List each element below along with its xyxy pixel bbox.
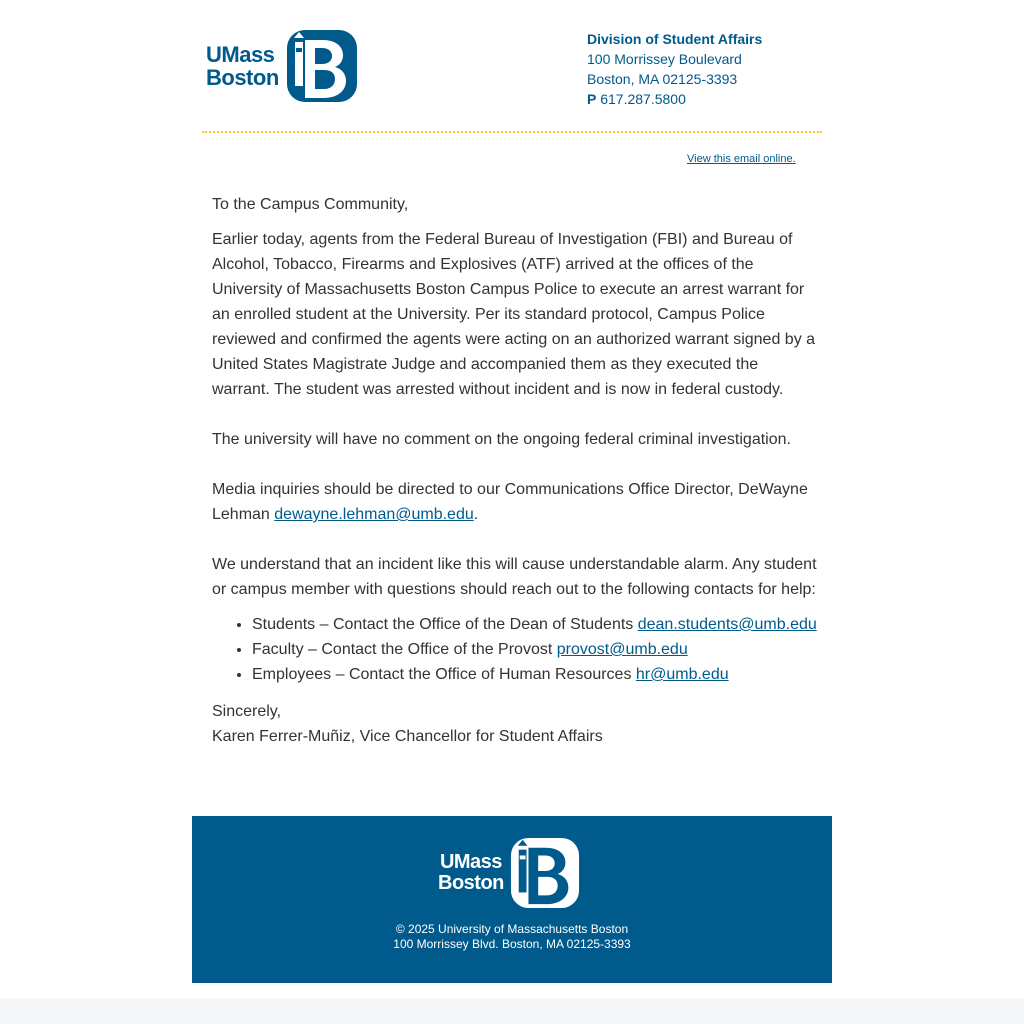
footer-logo-line1: UMass xyxy=(439,851,502,873)
header-divider xyxy=(202,131,822,133)
closing: Sincerely, xyxy=(212,703,282,720)
media-end: . xyxy=(473,506,479,523)
contact-email-link[interactable]: provost@umb.edu xyxy=(556,641,688,658)
city-address: Boston, MA 02125-3393 xyxy=(587,71,738,87)
contacts-list xyxy=(252,612,818,687)
phone-number: 617.287.5800 xyxy=(600,91,686,107)
contact-email-link[interactable]: dean.students@umb.edu xyxy=(637,616,817,633)
contact-email-link[interactable]: hr@umb.edu xyxy=(635,666,729,683)
paragraph-help: We understand that an incident like this will cause understandable alarm. Any student or campus member with questions should reach out to the following contacts for help: xyxy=(212,556,817,598)
phone-line xyxy=(587,89,762,109)
list-item xyxy=(252,637,818,662)
umass-boston-logo[interactable] xyxy=(206,28,359,104)
paragraph-media xyxy=(212,477,818,527)
email-footer xyxy=(192,816,832,983)
footer-address: 100 Morrissey Blvd. Boston, MA 02125-3393 xyxy=(393,937,631,951)
media-email-link[interactable]: dewayne.lehman@umb.edu xyxy=(274,506,474,523)
division-address-block xyxy=(587,29,762,109)
list-item xyxy=(252,662,818,687)
phone-label: P xyxy=(587,91,597,107)
copyright-text: © 2025 University of Massachusetts Boston xyxy=(395,922,629,936)
contact-text: Faculty – Contact the Office of the Provost xyxy=(252,641,557,658)
division-name: Division of Student Affairs xyxy=(587,31,763,47)
signature: Karen Ferrer-Muñiz, Vice Chancellor for Student Affairs xyxy=(212,728,603,745)
footer-logo-wordmark xyxy=(438,852,504,894)
lighthouse-b-icon xyxy=(509,836,581,910)
logo-line2: Boston xyxy=(206,65,279,90)
contact-text: Employees – Contact the Office of Human Resources xyxy=(252,666,636,683)
view-online-link[interactable]: View this email online. xyxy=(687,153,796,165)
greeting: To the Campus Community, xyxy=(212,196,409,213)
contact-text: Students – Contact the Office of the Dean of Students xyxy=(252,616,638,633)
list-item xyxy=(252,612,818,637)
email-body xyxy=(212,192,818,749)
media-text: Media inquiries should be directed to our Communications Office Director, DeWayne Lehman xyxy=(212,481,808,523)
paragraph-no-comment: The university will have no comment on the ongoing federal criminal investigation. xyxy=(212,431,791,448)
footer-logo-line2: Boston xyxy=(438,872,504,894)
paragraph-arrest: Earlier today, agents from the Federal Bureau of Investigation (FBI) and Bureau of Alcohol, Tobacco, Firearms and Explosives (ATF) arrived at the offices of the University of Massachusetts Boston Campus Police to execute an arrest warrant for an enrolled student at the University. Per its standard protocol, Campus Police reviewed and confirmed the agents were acting on an authorized warrant signed by a United States Magistrate Judge and accompanied them as they executed the warrant. The student was arrested without incident and is now in federal custody. xyxy=(212,231,816,398)
page-bottom-band xyxy=(0,998,1024,1024)
logo-line1: UMass xyxy=(206,41,275,67)
logo-wordmark xyxy=(206,43,279,89)
lighthouse-b-icon xyxy=(285,28,359,104)
footer-logo[interactable] xyxy=(438,836,581,910)
street-address: 100 Morrissey Boulevard xyxy=(587,51,742,67)
footer-copyright-block xyxy=(192,922,832,952)
